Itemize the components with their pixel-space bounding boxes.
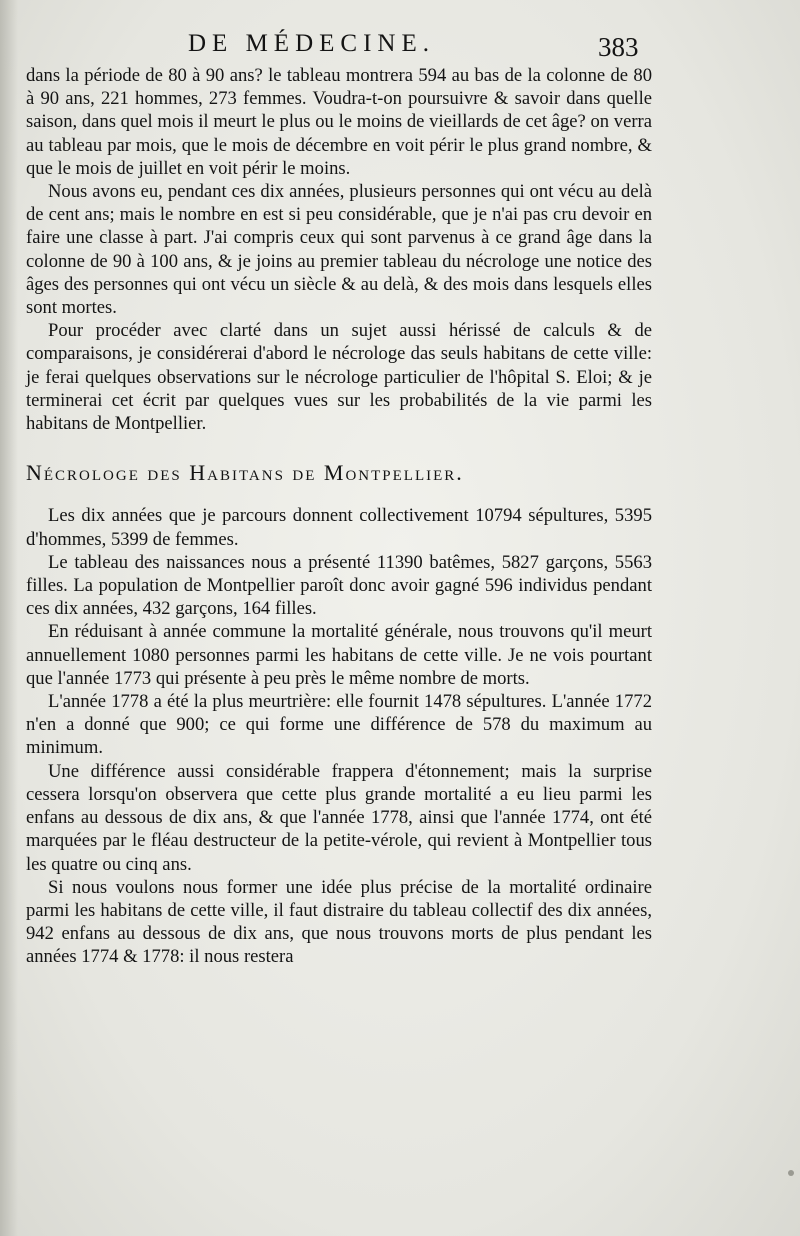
paragraph: Le tableau des naissances nous a présenté 11390 batêmes, 5827 garçons, 5563 filles. La population de Montpellier paroît donc avoir gagné 596 individus pendant ces dix années, 432 garçons, 164 filles.: [26, 551, 652, 620]
page-number: 383: [598, 32, 639, 62]
paragraph: Une différence aussi considérable frappera d'étonnement; mais la surprise cessera lorsqu'on observera que cette plus grande mortalité a eu lieu parmi les enfans au dessous de dix ans, & que l'année 1778, ainsi que l'année 1774, ont été marquées par le fléau destructeur de la petite-vérole, qui revient à Montpellier tous les quatre ou cinq ans.: [26, 760, 652, 875]
body-text: [26, 64, 652, 969]
paper-speck: [788, 1170, 794, 1176]
paragraph: Pour procéder avec clarté dans un sujet aussi hérissé de calculs & de comparaisons, je considérerai d'abord le nécrologe das seuls habitans de cette ville: je ferai quelques observations sur le nécrologe particulier de l'hôpital S. Eloi; & je terminerai cet écrit par quelques vues sur les probabilités de la vie parmi les habitans de Montpellier.: [26, 320, 652, 435]
paragraph: L'année 1778 a été la plus meurtrière: elle fournit 1478 sépultures. L'année 1772 n'en a donné que 900; ce qui forme une différence de 578 du maximum au minimum.: [26, 691, 652, 759]
paragraph: dans la période de 80 à 90 ans? le tableau montrera 594 au bas de la colonne de 80 à 90 ans, 221 hommes, 273 femmes. Voudra-t-on poursuivre & savoir dans quelle saison, dans quel mois il meurt le plus ou le moins de vieillards de cet âge? on verra au tableau par mois, que le mois de décembre en voit périr le plus grand nombre, & que le mois de juillet en voit périr le moins.: [26, 65, 652, 179]
gutter-shadow: [0, 0, 18, 1236]
paragraph: Si nous voulons nous former une idée plus précise de la mortalité ordinaire parmi les habitans de cette ville, il faut distraire du tableau collectif des dix années, 942 enfans au dessous de dix ans, que nous trouvons morts de plus pendant les années 1774 & 1778: il nous restera: [26, 876, 652, 968]
paragraph: En réduisant à année commune la mortalité générale, nous trouvons qu'il meurt annuellement 1080 personnes parmi les habitans de cette ville. Je ne vois pourtant que l'année 1773 qui présente à peu près le même nombre de morts.: [26, 621, 652, 689]
paragraph: Nous avons eu, pendant ces dix années, plusieurs personnes qui ont vécu au delà de cent ans; mais le nombre en est si peu considérable, que je n'ai pas cru devoir en faire une classe à part. J'ai compris ceux qui sont parvenus à ce grand âge dans la colonne de 90 à 100 ans, & je joins au premier tableau du nécrologe une notice des âges des personnes qui ont vécu un siècle & au delà, & des mois dans lesquels elles sont mortes.: [26, 181, 652, 319]
running-head-title: DE MÉDECINE.: [188, 30, 435, 57]
section-heading: Nécrologe des Habitans de Montpellier.: [26, 460, 464, 486]
paragraph: Les dix années que je parcours donnent collectivement 10794 sépultures, 5395 d'hommes, 5399 de femmes.: [26, 505, 652, 550]
running-head: [0, 28, 800, 68]
section-body: [26, 504, 652, 968]
